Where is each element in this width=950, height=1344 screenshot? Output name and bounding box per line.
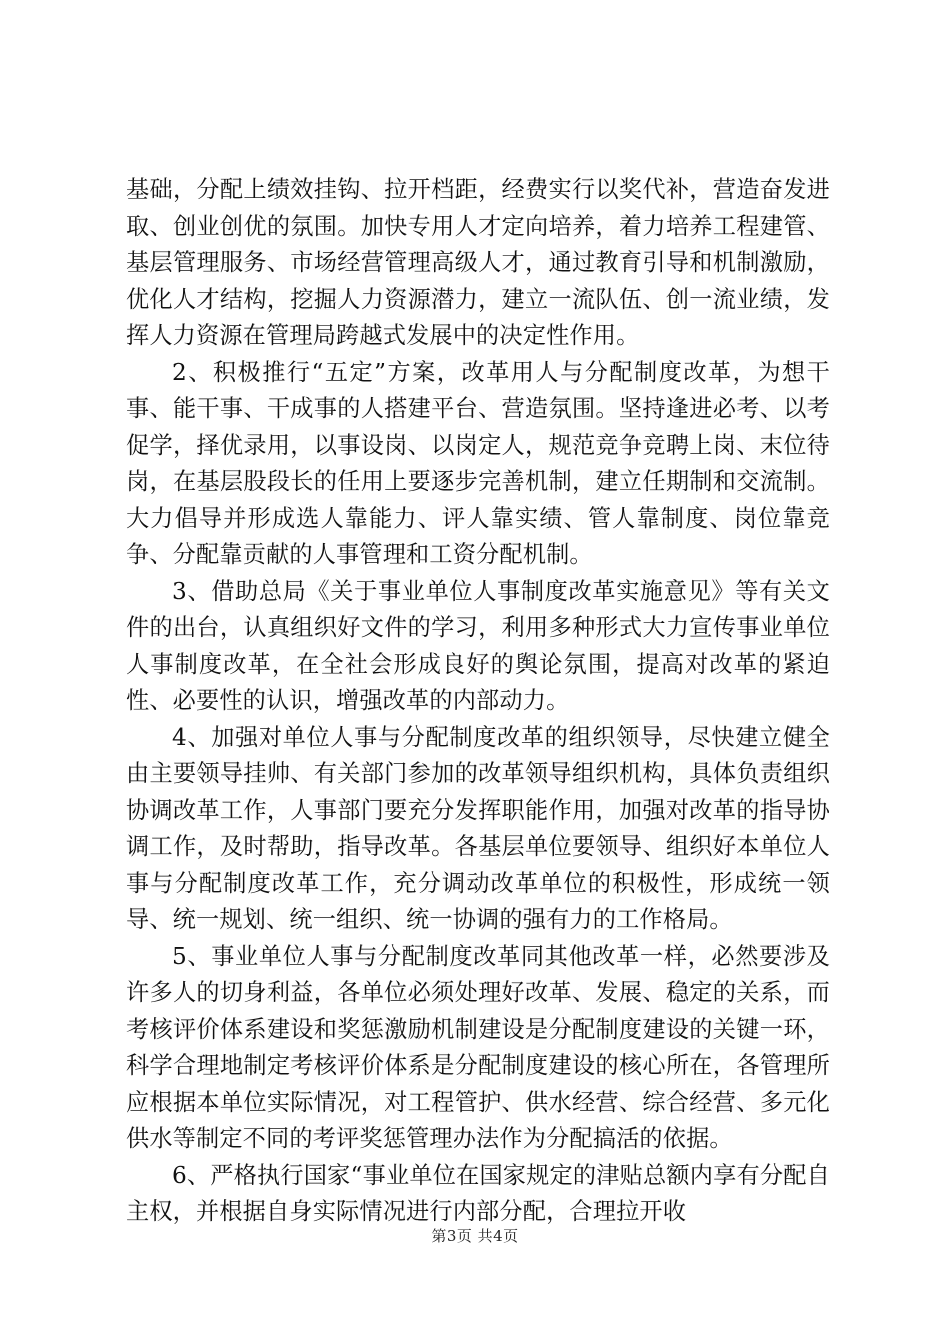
paragraph-item-6: 6、严格执行国家“事业单位在国家规定的津贴总额内享有分配自主权，并根据自身实际情况进行内部分配，合理拉开收: [126, 1161, 830, 1225]
paragraph-item-4: 4、加强对单位人事与分配制度改革的组织领导，尽快建立健全由主要领导挂帅、有关部门参加的改革领导组织机构，具体负责组织协调改革工作，人事部门要充分发挥职能作用，加强对改革的指导协调工作，及时帮助，指导改革。各基层单位要领导、组织好本单位人事与分配制度改革工作，充分调动改革单位的积极性，形成统一领导、统一规划、统一组织、统一协调的强有力的工作格局。: [126, 723, 830, 933]
document-body: [126, 172, 830, 1231]
page-footer: 第3页 共4页: [431, 1227, 519, 1245]
paragraph-continued: 基础，分配上绩效挂钩、拉开档距，经费实行以奖代补，营造奋发进取、创业创优的氛围。加快专用人才定向培养，着力培养工程建管、基层管理服务、市场经营管理高级人才，通过教育引导和机制激励，优化人才结构，挖掘人力资源潜力，建立一流队伍、创一流业绩，发挥人力资源在管理局跨越式发展中的决定性作用。: [126, 176, 830, 349]
paragraph-item-2: 2、积极推行“五定”方案，改革用人与分配制度改革，为想干事、能干事、干成事的人搭建平台、营造氛围。坚持逢进必考、以考促学，择优录用，以事设岗、以岗定人，规范竞争竞聘上岗、末位待岗，在基层股段长的任用上要逐步完善机制，建立任期制和交流制。大力倡导并形成选人靠能力、评人靠实绩、管人靠制度、岗位靠竞争、分配靠贡献的人事管理和工资分配机制。: [126, 358, 830, 568]
paragraph-item-3: 3、借助总局《关于事业单位人事制度改革实施意见》等有关文件的出台，认真组织好文件的学习，利用多种形式大力宣传事业单位人事制度改革，在全社会形成良好的舆论氛围，提高对改革的紧迫性、必要性的认识，增强改革的内部动力。: [126, 577, 830, 714]
paragraph-item-5: 5、事业单位人事与分配制度改革同其他改革一样，必然要涉及许多人的切身利益，各单位必须处理好改革、发展、稳定的关系，而考核评价体系建设和奖惩激励机制建设是分配制度建设的关键一环，科学合理地制定考核评价体系是分配制度建设的核心所在，各管理所应根据本单位实际情况，对工程管护、供水经营、综合经营、多元化供水等制定不同的考评奖惩管理办法作为分配搞活的依据。: [126, 942, 830, 1152]
